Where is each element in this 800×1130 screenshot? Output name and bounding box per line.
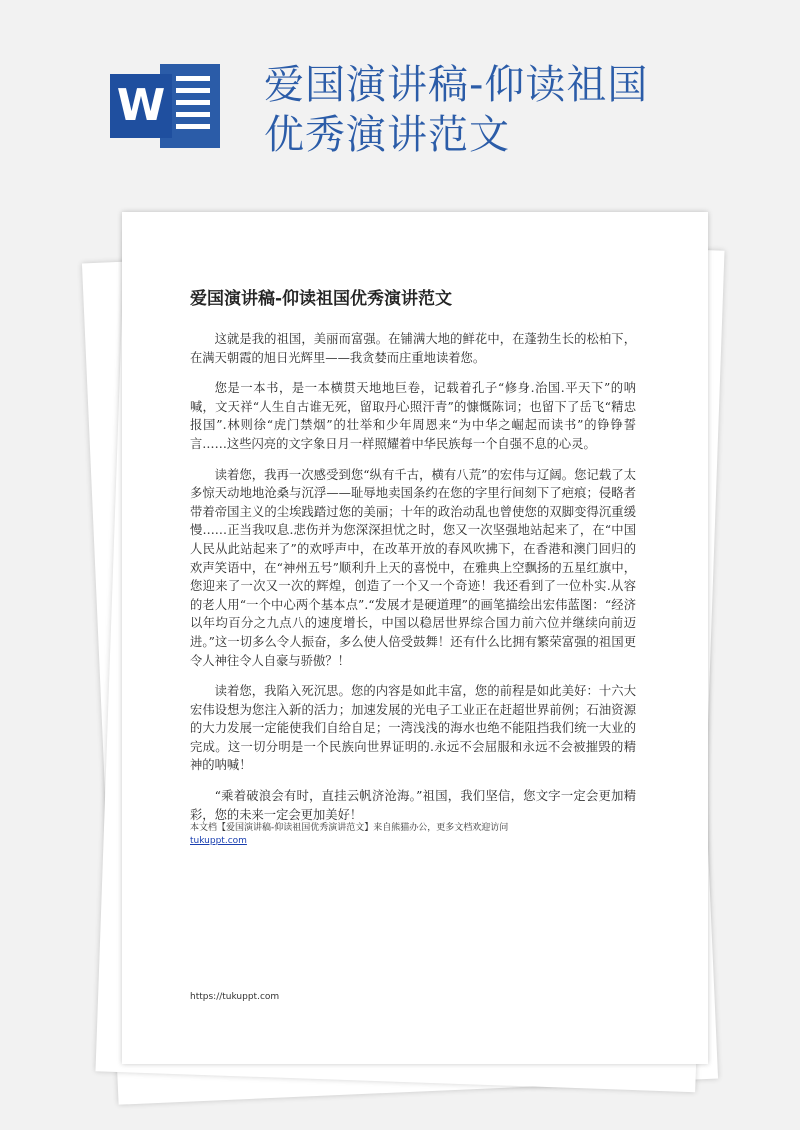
body-text — [190, 330, 636, 836]
word-document-icon — [110, 64, 222, 148]
source-note-text: 本文档【爱国演讲稿-仰读祖国优秀演讲范文】来自熊猫办公，更多文档欢迎访问 — [190, 823, 509, 833]
document-title-line1: 爱国演讲稿-仰读祖国 — [264, 62, 649, 108]
page-heading: 爱国演讲稿-仰读祖国优秀演讲范文 — [190, 289, 453, 309]
document-page — [122, 212, 708, 1064]
banner — [0, 0, 800, 200]
footer-url[interactable]: https://tukuppt.com — [190, 992, 280, 1002]
source-link[interactable]: tukuppt.com — [190, 836, 247, 846]
document-title-line2: 优秀演讲范文 — [264, 112, 510, 158]
paragraph: 这就是我的祖国，美丽而富强。在铺满大地的鲜花中，在蓬勃生长的松柏下，在满天朝霞的旭日光辉里——我贪婪而庄重地读着您。 — [190, 332, 636, 365]
word-letter-tile: W — [110, 74, 172, 138]
paragraph: 您是一本书，是一本横贯天地地巨卷，记载着孔子“修身.治国.平天下”的呐喊，文天祥“人生自古谁无死，留取丹心照汗青”的慷慨陈词；也留下了岳飞“精忠报国”.林则徐“虎门禁烟”的壮举和少年周恩来“为中华之崛起而读书”的铮铮誓言……这些闪亮的文字象日月一样照耀着中华民族每一个自强不息的心灵。 — [190, 381, 636, 451]
paragraph: 读着您，我再一次感受到您“纵有千古，横有八荒”的宏伟与辽阔。您记载了太多惊天动地地沧桑与沉浮——耻辱地卖国条约在您的字里行间刻下了疤痕；侵略者带着帝国主义的尘埃践踏过您的美丽；十年的政治动乱也曾使您的双脚变得沉重缓慢……正当我叹息.悲伤并为您深深担忧之时，您又一次坚强地站起来了，在“中国人民从此站起来了”的欢呼声中，在改革开放的春风吹拂下，在香港和澳门回归的欢声笑语中，在“神州五号”顺利升上天的喜悦中，在雅典上空飘扬的五星红旗中，您迎来了一次又一次的辉煌，创造了一个又一个奇迹！我还看到了一位朴实.从容的老人用“一个中心两个基本点”.“发展才是硬道理”的画笔描绘出宏伟蓝图：“经济以年均百分之九点八的速度增长，中国以稳居世界综合国力前六位并继续向前迈进。”这一切多么令人振奋，多么使人倍受鼓舞！还有什么比拥有繁荣富强的祖国更令人神往令人自豪与骄傲？！ — [190, 467, 636, 668]
paragraph: “乘着破浪会有时，直挂云帆济沧海。”祖国，我们坚信，您文字一定会更加精彩，您的未来一定会更加美好！ — [190, 789, 636, 822]
source-note — [190, 822, 640, 848]
paragraph: 读着您，我陷入死沉思。您的内容是如此丰富，您的前程是如此美好：十六大宏伟设想为您注入新的活力；加速发展的光电子工业正在赶超世界前例；石油资源的大力发展一定能使我们自给自足；一湾浅浅的海水也绝不能阻挡我们统一大业的完成。这一切分明是一个民族向世界证明的.永远不会屈服和永远不会被摧毁的精神的呐喊！ — [190, 684, 636, 773]
document-title — [264, 60, 784, 160]
